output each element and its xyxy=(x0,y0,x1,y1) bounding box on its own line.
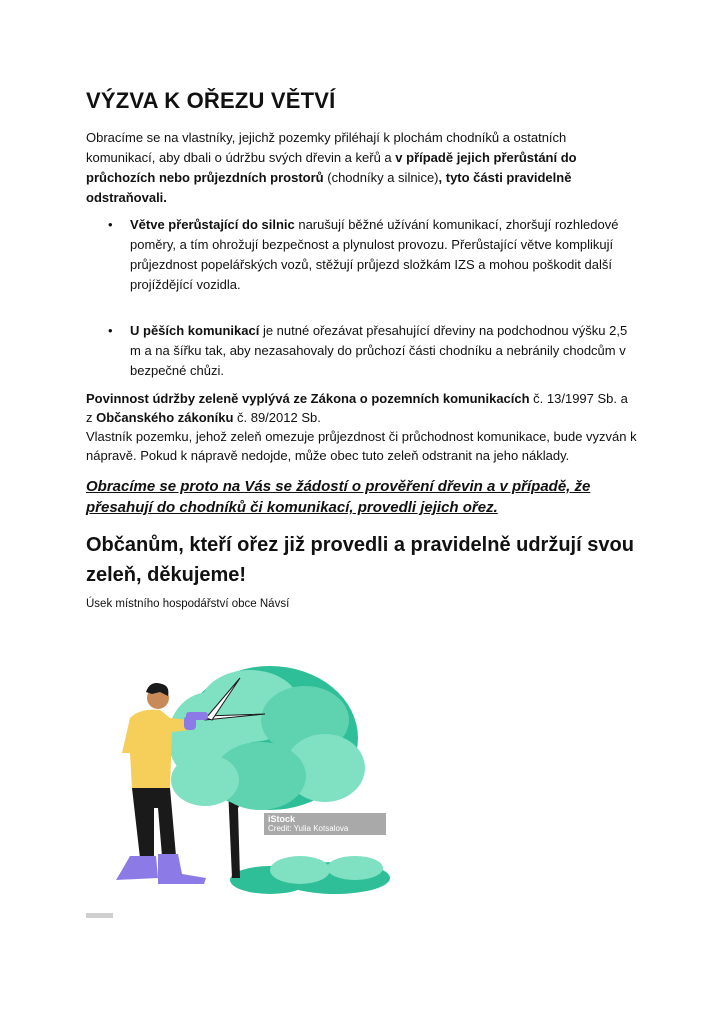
legal-paragraph: Povinnost údržby zeleně vyplývá ze Zákona o pozemních komunikacích č. 13/1997 Sb. a z Občanského zákoníku č. 89/2012 Sb. Vlastník pozemku, jehož zeleň omezuje průjezdnost či průchodnost komunikace, bude vyzván k nápravě. Pokud k nápravě nedojde, může obec tuto zeleň odstranit na jeho náklady. xyxy=(86,391,637,463)
appeal-text: Obracíme se proto na Vás se žádostí o prověření dřevin a v případě, že přesahují do chodníků či komunikací, provedli jejich ořez. xyxy=(86,478,591,516)
bullet-icon: • xyxy=(108,217,113,232)
gardener-trimming-tree-illustration xyxy=(100,658,390,898)
bullet-icon: • xyxy=(108,323,113,338)
divider xyxy=(86,913,113,918)
signature: Úsek místního hospodářství obce Návsí xyxy=(86,598,290,610)
tree-canopy xyxy=(168,666,365,810)
list-item-sidewalks: • U pěších komunikací je nutné ořezávat přesahující dřeviny na podchodnou výšku 2,5 m a na šířku tak, aby nezasahovaly do průchozí části chodníku a nebránily chodcům v bezpečné chůzi. xyxy=(108,323,628,378)
bush xyxy=(230,856,390,894)
intro-paragraph: Obracíme se na vlastníky, jejichž pozemky přiléhají k plochám chodníků a ostatních komunikací, aby dbali o údržbu svých dřevin a keřů a v případě jejich přerůstání do průchozích nebo průjezdních prostorů (chodníky a silnice), tyto části pravidelně odstraňovali. xyxy=(86,130,577,205)
stock-watermark: iStock Credit: Yulia Kotsalova xyxy=(264,813,386,835)
thanks-heading: Občanům, kteří ořez již provedli a pravidelně udržují svou zeleň, děkujeme! xyxy=(86,534,634,586)
list-item-roads: • Větve přerůstající do silnic narušují běžné užívání komunikací, zhoršují rozhledové poměry, a tím ohrožují bezpečnost a plynulost provozu. Přerůstající větve komplikují průjezdnost popelářských vozů, stěžují průjezd složkám IZS a mohou poškodit další projíždějící vozidla. xyxy=(108,217,619,292)
page-title: VÝZVA K OŘEZU VĚTVÍ xyxy=(86,88,336,113)
